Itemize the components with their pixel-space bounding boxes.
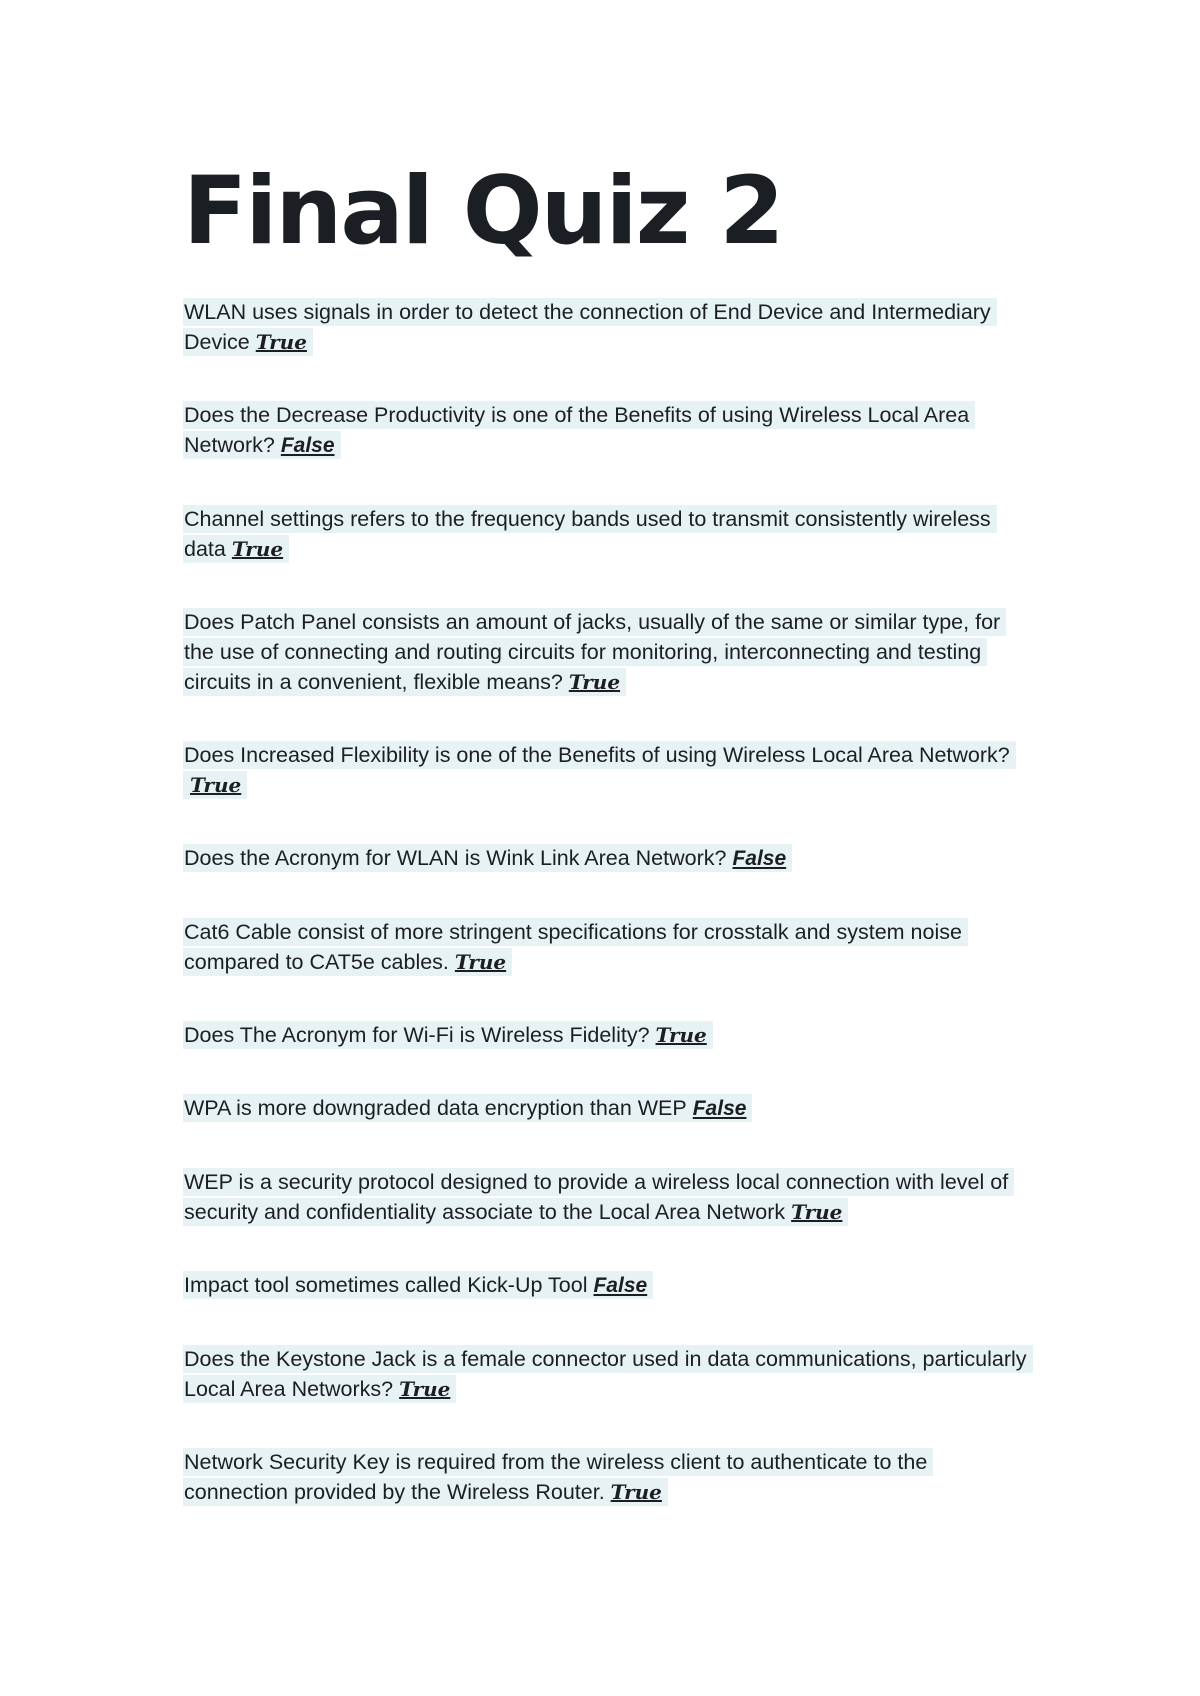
answer-label: True [568,670,621,694]
question-text: Does the Keystone Jack is a female connector used in data communications, particularly Local Area Networks? [184,1347,1027,1401]
question-text: Impact tool sometimes called Kick-Up Tool [184,1273,588,1297]
question-item [183,843,1033,874]
question-item [183,1093,1033,1124]
question-text: Does the Acronym for WLAN is Wink Link Area Network? [184,846,727,870]
answer-label: False [593,1274,648,1297]
answer-label: True [255,330,307,354]
question-item [183,1447,1033,1507]
question-item [183,1344,1033,1404]
question-item [183,1270,1033,1301]
question-item [183,607,1033,697]
answer-label: True [399,1377,451,1401]
answer-label: True [791,1200,843,1224]
question-item [183,1020,1033,1050]
answer-label: True [190,773,242,797]
question-text: WEP is a security protocol designed to provide a wireless local connection with level of security and confidentiality associate to the Local Area Network [184,1170,1009,1224]
question-text: WPA is more downgraded data encryption than WEP [184,1096,687,1120]
answer-label: False [280,434,335,457]
question-text: Channel settings refers to the frequency bands used to transmit consistently wireless data [184,507,991,561]
question-text: WLAN uses signals in order to detect the connection of End Device and Intermediary Device [184,300,991,354]
question-item [183,400,1033,461]
answer-label: True [231,537,284,561]
document-page [183,157,1033,1550]
answer-label: True [454,950,507,974]
question-text: Network Security Key is required from the wireless client to authenticate to the connection provided by the Wireless Router. [184,1450,928,1504]
answer-label: True [610,1480,662,1504]
page-title: Final Quiz 2 [183,157,783,266]
answer-label: True [655,1023,707,1047]
answer-label: False [732,847,787,870]
question-item [183,1167,1033,1227]
question-item [183,297,1033,357]
question-text: Does Increased Flexibility is one of the Benefits of using Wireless Local Area Network? [184,743,1010,767]
question-text: Cat6 Cable consist of more stringent specifications for crosstalk and system noise compared to CAT5e cables. [184,920,962,974]
question-item [183,917,1033,977]
question-text: Does the Decrease Productivity is one of the Benefits of using Wireless Local Area Network? [184,403,970,457]
question-text: Does The Acronym for Wi-Fi is Wireless Fidelity? [184,1023,650,1047]
question-item [183,504,1033,564]
question-item [183,740,1033,800]
question-text: Does Patch Panel consists an amount of jacks, usually of the same or similar type, for the use of connecting and routing circuits for monitoring, interconnecting and testing circuits in a convenient, flexible means? [184,610,1001,694]
answer-label: False [692,1097,747,1120]
